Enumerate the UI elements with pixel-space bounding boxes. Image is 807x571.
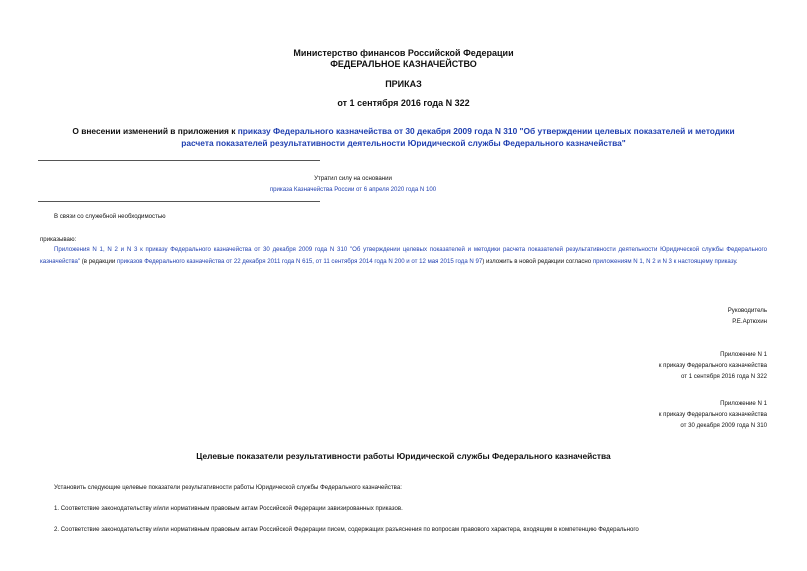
paragraph-text-3: . [735, 258, 738, 266]
document-date-number: от 1 сентября 2016 года N 322 [337, 98, 470, 108]
link-appendices-this-order[interactable]: приложениям N 1, N 2 и N 3 к настоящему приказу [592, 258, 736, 266]
appendix-new-title: Приложение N 1 [720, 351, 767, 358]
appendix-old-title: Приложение N 1 [720, 400, 767, 407]
signature-role: Руководитель [727, 307, 767, 314]
status-line: Утратил силу на основании [314, 175, 392, 182]
section-heading: Целевые показатели результативности работы Юридической службы Федерального казначейства [196, 451, 611, 461]
title-link-order-310-cont[interactable]: расчета показателей результативности деятельности Юридической службы Федерального казначейства" [181, 138, 626, 148]
status-top-divider [38, 160, 320, 161]
agency-name: ФЕДЕРАЛЬНОЕ КАЗНАЧЕЙСТВО [330, 59, 477, 69]
link-amending-orders[interactable]: приказов Федерального казначейства от 22 декабря 2011 года N 615, от 11 сентября 2014 года N 200 и от 12 мая 2015 года N 97 [116, 258, 483, 266]
status-repeal-link[interactable]: приказа Казначейства России от 6 апреля 2020 года N 100 [269, 186, 437, 193]
paragraph-amendment [40, 244, 767, 269]
title-link-order-310[interactable]: приказу Федерального казначейства от 30 декабря 2009 года N 310 "Об утверждении целевых показателей и методики [237, 126, 735, 136]
appendix-new-ref: к приказу Федерального казначейства [658, 362, 767, 369]
target-item-2: 2. Соответствие законодательству и/или нормативным правовым актам Российской Федерации писем, содержащих разъяснения по вопросам правового характера, входящим в компетенцию Федерального [54, 526, 639, 533]
paragraph-text-1: (в редакции [80, 258, 117, 266]
link-appendices-order-310[interactable]: Приложения N 1, N 2 и N 3 к приказу Федерального казначейства от 30 декабря 2009 года N 310 "Об утверждении целевых показателей и методики расчета показателей результативности деятельности Юридической службы Федерального казначейства" [40, 246, 767, 266]
appendix-old-date: от 30 декабря 2009 года N 310 [680, 422, 767, 429]
signature-name: Р.Е.Артюхин [732, 318, 767, 325]
status-bottom-divider [38, 201, 320, 202]
document-type: ПРИКАЗ [385, 79, 422, 89]
document-title-line1 [0, 125, 807, 137]
ministry-name: Министерство финансов Российской Федерации [293, 48, 514, 58]
appendix-new-date: от 1 сентября 2016 года N 322 [680, 373, 767, 380]
paragraph-text-2: ) изложить в новой редакции согласно [482, 258, 593, 266]
target-item-1: 1. Соответствие законодательству и/или нормативным правовым актам Российской Федерации завизированных приказов. [54, 505, 403, 512]
appendix-old-ref: к приказу Федерального казначейства [658, 411, 767, 418]
intro-text: В связи со служебной необходимостью [54, 213, 166, 220]
section-lead: Установить следующие целевые показатели результативности работы Юридической службы Федерального казначейства: [54, 484, 402, 491]
order-word: приказываю: [40, 236, 77, 243]
title-prefix: О внесении изменений в приложения к [72, 126, 238, 136]
